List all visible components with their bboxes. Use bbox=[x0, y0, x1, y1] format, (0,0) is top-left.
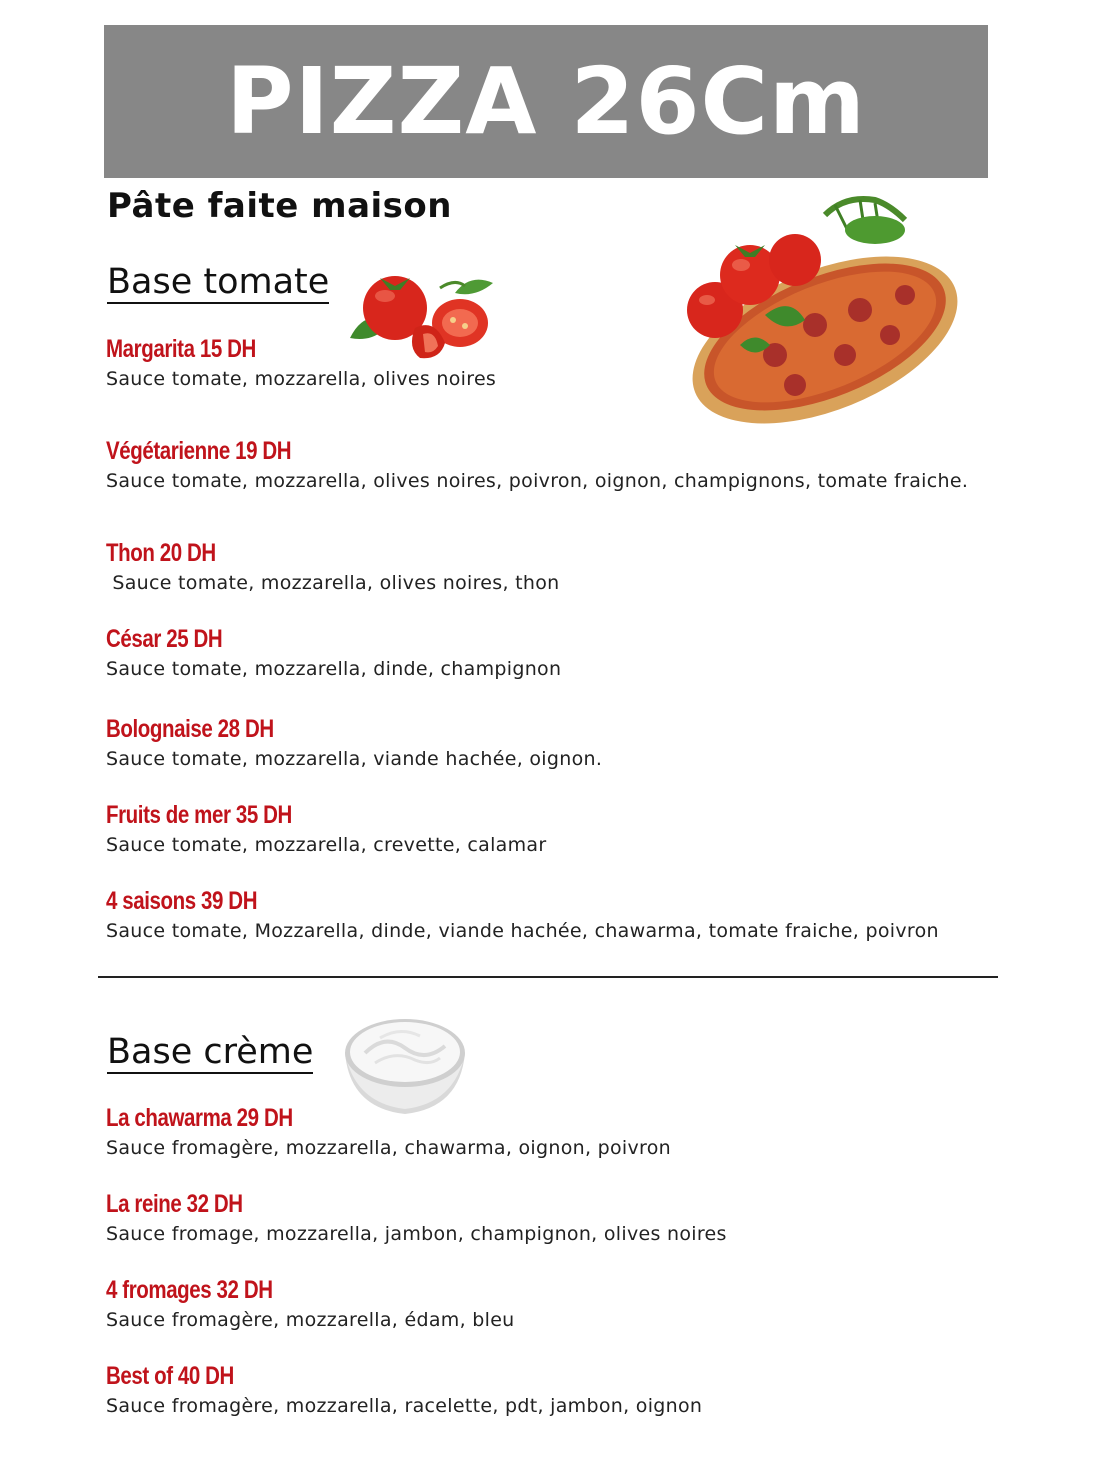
menu-item-thon bbox=[106, 537, 560, 594]
item-desc: Sauce fromagère, mozzarella, édam, bleu bbox=[106, 1309, 515, 1331]
menu-item-4-saisons bbox=[106, 885, 939, 942]
page-title: PIZZA 26Cm bbox=[226, 47, 866, 155]
item-name: La chawarma 29 DH bbox=[106, 1104, 293, 1132]
section-divider bbox=[98, 976, 998, 978]
item-desc: Sauce fromage, mozzarella, jambon, champignon, olives noires bbox=[106, 1223, 727, 1245]
item-desc: Sauce tomate, mozzarella, olives noires, thon bbox=[106, 572, 560, 594]
item-desc: Sauce tomate, mozzarella, viande hachée, oignon. bbox=[106, 748, 603, 770]
item-name: Végétarienne 19 DH bbox=[106, 437, 292, 465]
menu-item-la-reine bbox=[106, 1188, 727, 1245]
item-name: La reine 32 DH bbox=[106, 1190, 243, 1218]
menu-item-fruits-de-mer bbox=[106, 799, 546, 856]
item-name: Thon 20 DH bbox=[106, 539, 216, 567]
item-desc: Sauce tomate, mozzarella, olives noires bbox=[106, 368, 497, 390]
item-desc: Sauce tomate, mozzarella, olives noires, poivron, oignon, champignons, tomate fraiche. bbox=[106, 470, 969, 492]
item-name: 4 fromages 32 DH bbox=[106, 1276, 273, 1304]
item-name: César 25 DH bbox=[106, 625, 223, 653]
cream-bowl-image bbox=[340, 1008, 470, 1118]
item-name: Bolognaise 28 DH bbox=[106, 715, 274, 743]
menu-item-vegetarienne bbox=[106, 435, 968, 492]
section-title-base-creme: Base crème bbox=[107, 1032, 314, 1072]
item-desc: Sauce tomate, mozzarella, dinde, champignon bbox=[106, 658, 562, 680]
item-name: Margarita 15 DH bbox=[106, 335, 256, 363]
item-name: Best of 40 DH bbox=[106, 1362, 234, 1390]
item-desc: Sauce tomate, Mozzarella, dinde, viande hachée, chawarma, tomate fraiche, poivron bbox=[106, 920, 939, 942]
menu-item-cesar bbox=[106, 623, 561, 680]
pizza-image bbox=[675, 195, 975, 435]
page-header bbox=[104, 25, 988, 178]
item-desc: Sauce fromagère, mozzarella, racelette, pdt, jambon, oignon bbox=[106, 1395, 703, 1417]
item-desc: Sauce fromagère, mozzarella, chawarma, oignon, poivron bbox=[106, 1137, 672, 1159]
subtitle: Pâte faite maison bbox=[107, 186, 452, 226]
menu-item-best-of bbox=[106, 1360, 702, 1417]
tomatoes-image bbox=[345, 268, 495, 363]
item-name: Fruits de mer 35 DH bbox=[106, 801, 292, 829]
section-title-base-tomate: Base tomate bbox=[107, 262, 330, 302]
item-desc: Sauce tomate, mozzarella, crevette, calamar bbox=[106, 834, 547, 856]
menu-item-4-fromages bbox=[106, 1274, 515, 1331]
menu-item-bolognaise bbox=[106, 713, 602, 770]
item-name: 4 saisons 39 DH bbox=[106, 887, 258, 915]
